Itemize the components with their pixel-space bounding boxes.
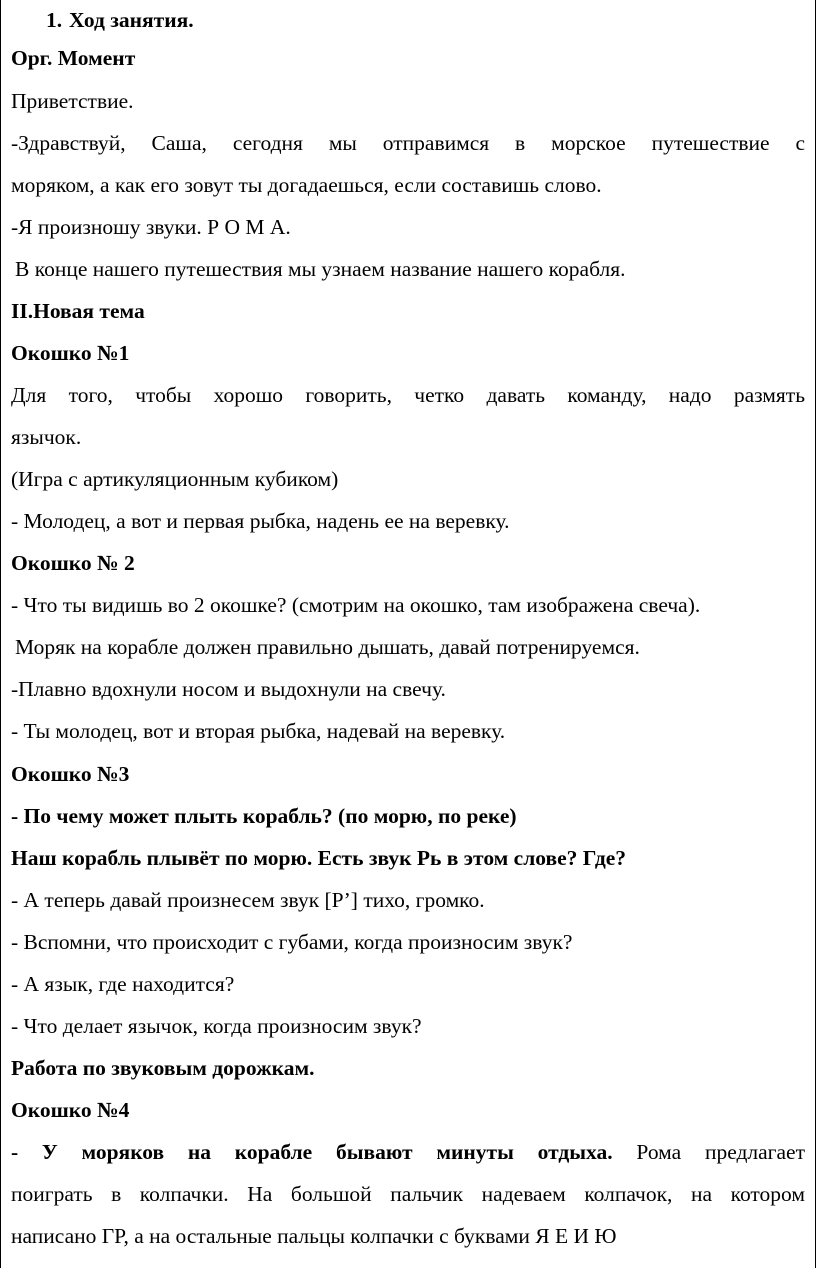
text-line: - А язык, где находится? xyxy=(11,972,235,996)
text-line: язычок. xyxy=(11,425,82,449)
text-line: -Я произношу звуки. Р О М А. xyxy=(11,215,291,239)
heading-text: Ход занятия. xyxy=(69,8,194,32)
text-line: Моряк на корабле должен правильно дышать, давай потренируемся. xyxy=(15,635,640,659)
text-line: - Ты молодец, вот и вторая рыбка, надевай на веревку. xyxy=(11,719,506,743)
text-line: Приветствие. xyxy=(11,89,134,113)
text-line: II.Новая тема xyxy=(11,299,145,323)
section-heading xyxy=(46,6,805,34)
text-line: -Здравствуй, Саша, сегодня мы отправимся в морское путешествие с xyxy=(11,131,805,155)
text-line: (Игра с артикуляционным кубиком) xyxy=(11,467,339,491)
text-line: - По чему может плыть корабль? (по морю, по реке) xyxy=(11,804,517,828)
heading-number: 1. xyxy=(46,8,63,32)
text-line: -Плавно вдохнули носом и выдохнули на свечу. xyxy=(11,677,446,701)
text-line: Наш корабль плывёт по морю. Есть звук Рь в этом слове? Где? xyxy=(11,846,627,870)
text-line: Для того, чтобы хорошо говорить, четко давать команду, надо размять xyxy=(11,383,805,407)
text-line: Окошко №1 xyxy=(11,341,130,365)
bold-phrase: - У моряков на корабле бывают минуты отдыха. xyxy=(11,1140,613,1164)
text-line: Окошко № 2 xyxy=(11,551,135,575)
text-line: - Что ты видишь во 2 окошке? (смотрим на окошко, там изображена свеча). xyxy=(11,593,701,617)
text-line: Орг. Момент xyxy=(11,46,136,70)
text-line: В конце нашего путешествия мы узнаем название нашего корабля. xyxy=(15,257,626,281)
text-line xyxy=(11,1138,805,1166)
text-line: моряком, а как его зовут ты догадаешься, если составишь слово. xyxy=(11,173,602,197)
text-line: - А теперь давай произнесем звук [Р’] тихо, громко. xyxy=(11,888,485,912)
text-line: поиграть в колпачки. На большой пальчик надеваем колпачок, на котором xyxy=(11,1182,805,1206)
text-line: - Молодец, а вот и первая рыбка, надень ее на веревку. xyxy=(11,509,510,533)
text-line: Окошко №4 xyxy=(11,1098,130,1122)
text-line: - Вспомни, что происходит с губами, когда произносим звук? xyxy=(11,930,573,954)
text-line: - Что делает язычок, когда произносим звук? xyxy=(11,1014,422,1038)
plain-phrase: Рома предлагает xyxy=(612,1140,805,1164)
text-line: Работа по звуковым дорожкам. xyxy=(11,1056,315,1080)
text-line: Окошко №3 xyxy=(11,762,130,786)
text-line: написано ГР, а на остальные пальцы колпачки с буквами Я Е И Ю xyxy=(11,1224,617,1248)
